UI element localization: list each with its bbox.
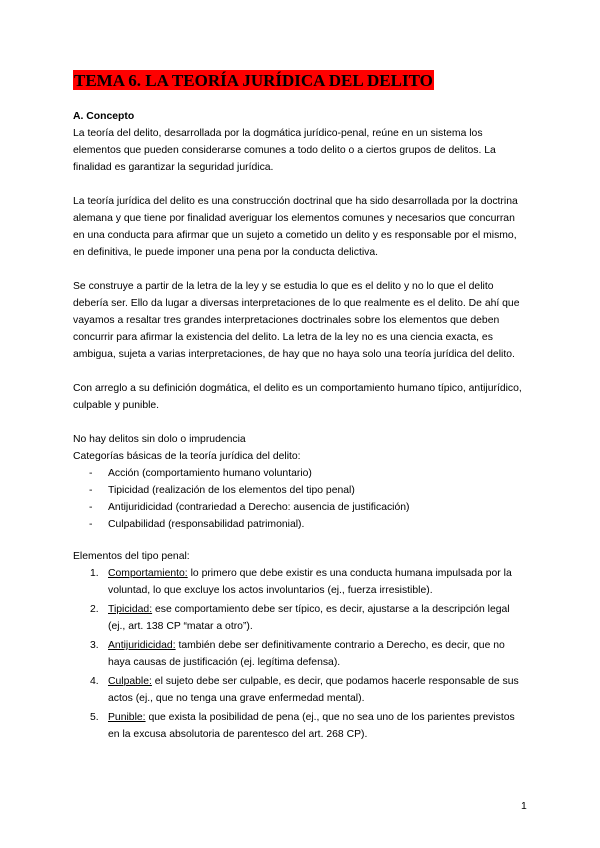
list-item: - Acción (comportamiento humano voluntario)	[89, 468, 312, 479]
document-title	[73, 71, 434, 91]
paragraph-1: La teoría del delito, desarrollada por la dogmática jurídico-penal, reúne en un sistema los elementos que pueden considerarse comunes a todo delito o a ciertos grupos de delitos. La finalidad es garantizar la seguridad jurídica.	[73, 128, 496, 173]
list-item: - Antijuridicidad (contrariedad a Derecho: ausencia de justificación)	[89, 502, 410, 513]
list-item: 1. Comportamiento: lo primero que debe existir es una conducta humana impulsada por la voluntad, lo que excluye los actos involuntarios (ej., fuerza irresistible).	[90, 568, 512, 596]
list-item: 2. Tipicidad: ese comportamiento debe ser típico, es decir, ajustarse a la descripción legal (ej., art. 138 CP “matar a otro”).	[90, 604, 510, 632]
elementos-list	[73, 565, 528, 743]
document-body	[73, 108, 528, 745]
document-title-text: TEMA 6. LA TEORÍA JURÍDICA DEL DELITO	[74, 71, 433, 90]
list-item: 5. Punible: que exista la posibilidad de pena (ej., que no sea uno de los parientes previstos en la excusa absolutoria de parentesco del art. 268 CP).	[90, 712, 515, 740]
list-item: 3. Antijuridicidad: también debe ser definitivamente contrario a Derecho, es decir, que no haya causas de justificación (ej. legítima defensa).	[90, 640, 505, 668]
page-number: 1	[521, 801, 527, 812]
categorias-list	[73, 465, 528, 533]
paragraph-2: La teoría jurídica del delito es una construcción doctrinal que ha sido desarrollada por la doctrina alemana y que tiene por finalidad averiguar los elementos comunes y necesarios que concurran en una conducta para afirmar que un sujeto a cometido un delito y es responsable por el mismo, en definitiva, le puede imponer una pena por la conducta delictiva.	[73, 196, 518, 258]
section-heading: A. Concepto	[73, 111, 135, 122]
list-item: 4. Culpable: el sujeto debe ser culpable, es decir, que podamos hacerle responsable de sus actos (ej., que no tenga una grave enfermedad mental).	[90, 676, 519, 704]
list-item: - Tipicidad (realización de los elementos del tipo penal)	[89, 485, 355, 496]
elementos-intro: Elementos del tipo penal:	[73, 551, 190, 562]
list-item: - Culpabilidad (responsabilidad patrimonial).	[89, 519, 305, 530]
dolo-line: No hay delitos sin dolo o imprudencia	[73, 434, 246, 445]
paragraph-4: Con arreglo a su definición dogmática, el delito es un comportamiento humano típico, antijurídico, culpable y punible.	[73, 383, 522, 411]
paragraph-3: Se construye a partir de la letra de la ley y se estudia lo que es el delito y no lo que el delito debería ser. Ello da lugar a diversas interpretaciones de lo que realmente es el delito. De ahí que vayamos a resaltar tres grandes interpretaciones doctrinales sobre los elementos que deben concurrir para afirmar la existencia del delito. La letra de la ley no es una ciencia exacta, es ambigua, sujeta a varias interpretaciones, de hay que no haya solo una teoría jurídica del delito.	[73, 281, 520, 360]
categorias-intro: Categorías básicas de la teoría jurídica del delito:	[73, 451, 301, 462]
